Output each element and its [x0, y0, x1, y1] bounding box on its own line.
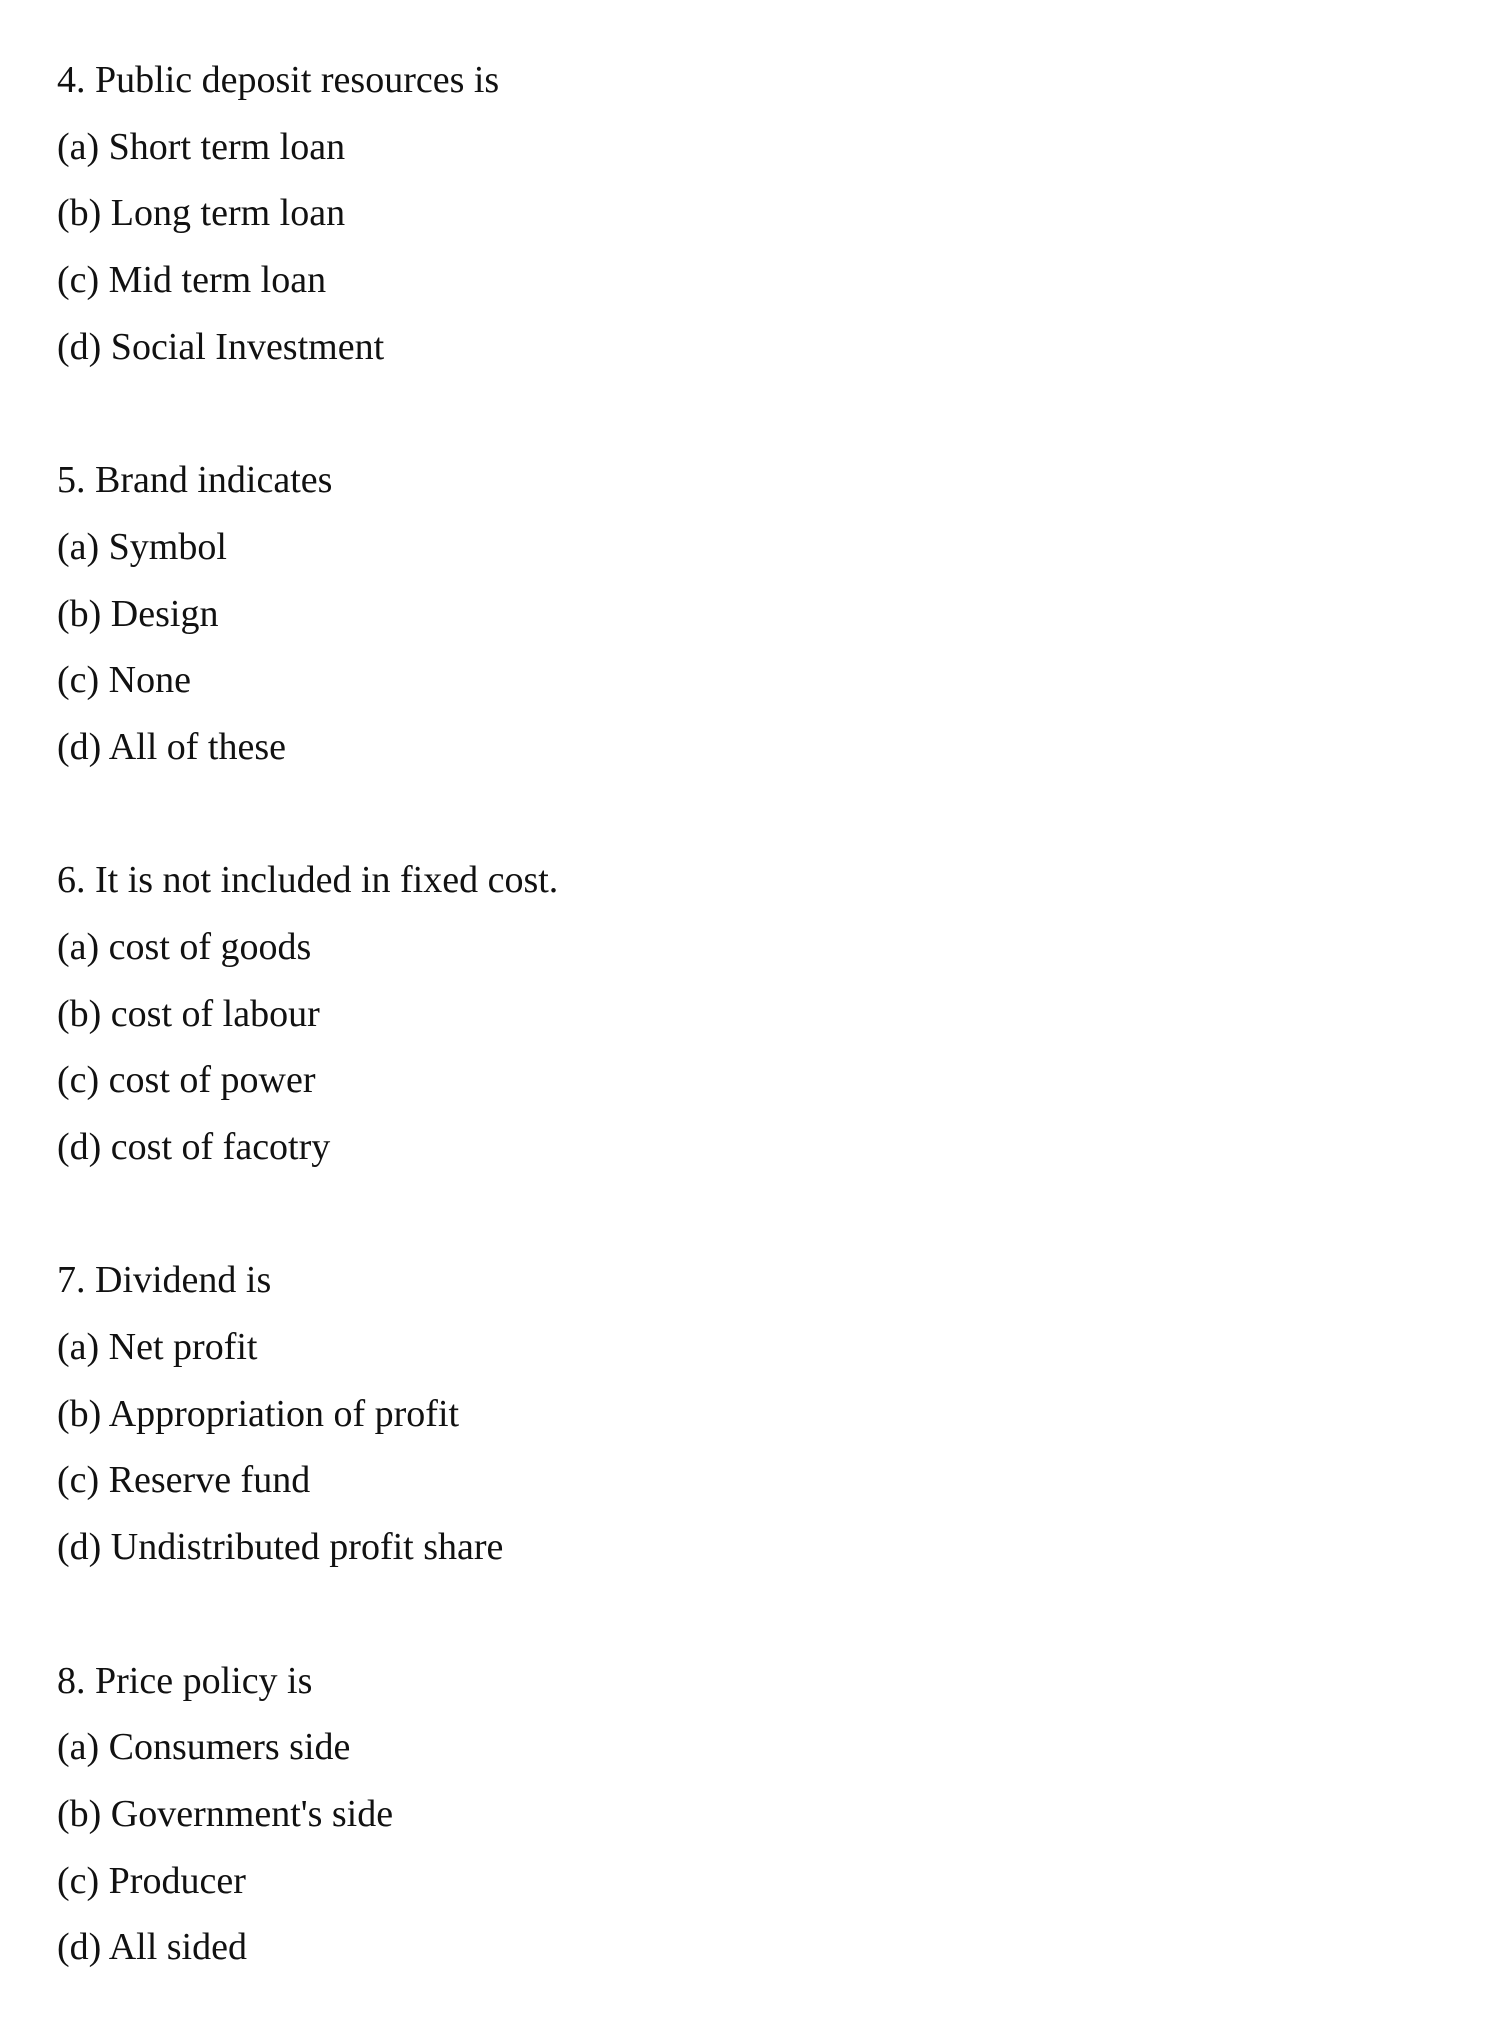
- option-a: (a) Net profit: [57, 1326, 258, 1369]
- option-a: (a) Consumers side: [57, 1726, 351, 1769]
- option-c: (c) cost of power: [57, 1059, 316, 1102]
- question-8: [57, 1648, 1505, 1981]
- option-a: (a) Short term loan: [57, 125, 346, 168]
- question-7: [57, 1247, 1505, 1580]
- option-d: (d) All of these: [57, 725, 287, 768]
- question-4: [57, 47, 1505, 380]
- option-a: (a) cost of goods: [57, 925, 312, 968]
- question-prompt: 5. Brand indicates: [57, 459, 333, 502]
- question-prompt: 6. It is not included in fixed cost.: [57, 859, 559, 902]
- option-b: (b) Appropriation of profit: [57, 1392, 460, 1435]
- option-b: (b) Design: [57, 592, 219, 635]
- question-prompt: 8. Price policy is: [57, 1659, 313, 1702]
- question-prompt: 7. Dividend is: [57, 1259, 272, 1302]
- question-5: [57, 447, 1505, 780]
- question-prompt: 4. Public deposit resources is: [57, 59, 500, 101]
- option-b: (b) Government's side: [57, 1792, 394, 1835]
- option-c: (c) Producer: [57, 1859, 246, 1902]
- option-c: (c) None: [57, 659, 191, 702]
- option-d: (d) Undistributed profit share: [57, 1526, 504, 1569]
- option-c: (c) Mid term loan: [57, 259, 327, 302]
- option-d: (d) Social Investment: [57, 325, 385, 368]
- option-d: (d) cost of facotry: [57, 1126, 331, 1168]
- option-a: (a) Symbol: [57, 525, 227, 568]
- option-d: (d) All sided: [57, 1926, 247, 1969]
- option-b: (b) cost of labour: [57, 992, 320, 1035]
- option-c: (c) Reserve fund: [57, 1459, 311, 1502]
- option-b: (b) Long term loan: [57, 192, 346, 235]
- question-6: [57, 847, 1505, 1180]
